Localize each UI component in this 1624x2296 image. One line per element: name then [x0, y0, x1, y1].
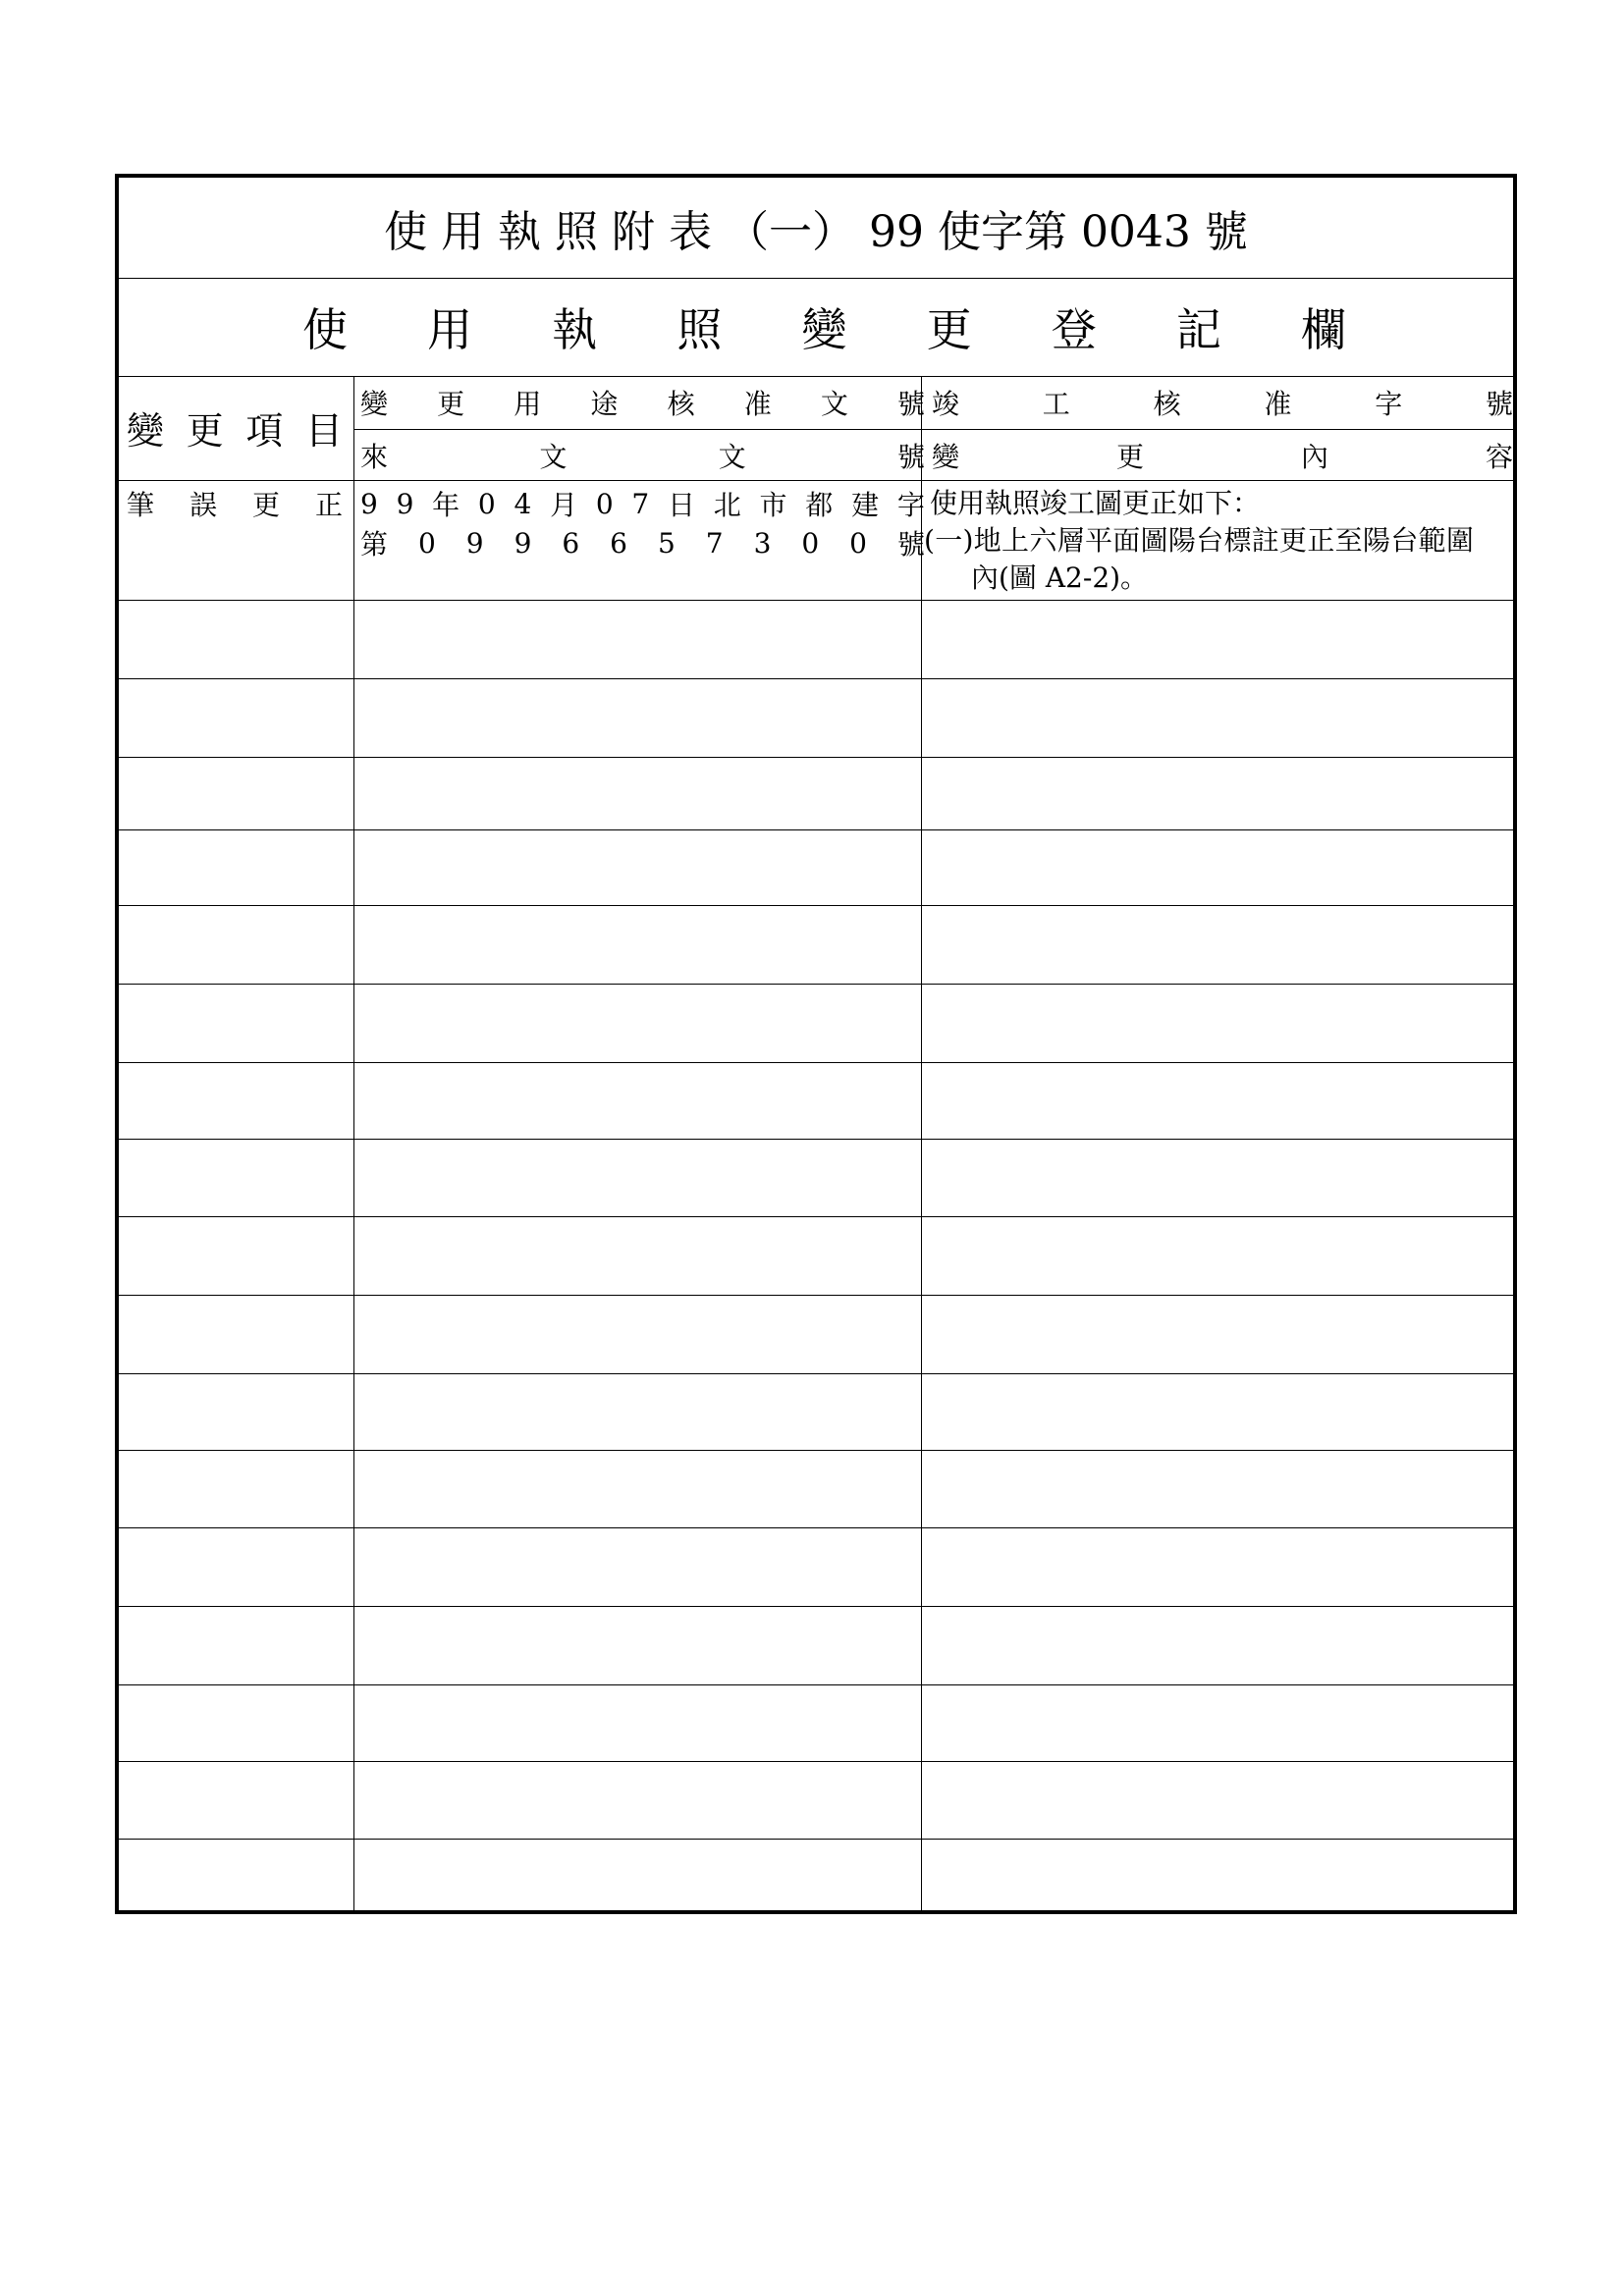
row-divider [119, 678, 1513, 679]
row-divider [119, 1373, 1513, 1374]
column-divider [353, 376, 354, 1914]
license-form-table [115, 174, 1517, 1914]
row-content-line2: (一)地上六層平面圖陽台標註更正至陽台範圍 [924, 524, 1475, 557]
form-title [119, 178, 1513, 277]
header-incoming-doc: 來 文 文 號 [360, 441, 925, 473]
row-divider [119, 1216, 1513, 1217]
row-divider [119, 757, 1513, 758]
row-divider [119, 1062, 1513, 1063]
header-approval-doc: 變 更 用 途 核 准 文 號 [360, 388, 925, 420]
row-divider [119, 1839, 1513, 1840]
row-divider [119, 1684, 1513, 1685]
form-title-text: 使 用 執 照 附 表 （一） 99 使字第 0043 號 [384, 206, 1248, 257]
row-divider [119, 1295, 1513, 1296]
divider [119, 600, 1513, 601]
row-divider [119, 984, 1513, 985]
row-divider [119, 905, 1513, 906]
divider [353, 429, 1513, 430]
row-doc-line1: 9 9 年 0 4 月 0 7 日 北 市 都 建 字 [360, 487, 925, 521]
header-completion-no: 竣 工 核 准 字 號 [932, 388, 1513, 420]
row-divider [119, 1527, 1513, 1528]
row-divider [119, 1139, 1513, 1140]
row-content-line3: 內(圖 A2-2)。 [971, 561, 1149, 594]
header-change-content: 變 更 內 容 [932, 441, 1513, 473]
divider [119, 480, 1513, 481]
row-divider [119, 1761, 1513, 1762]
column-divider [921, 376, 922, 1914]
section-banner: 使 用 執 照 變 更 登 記 欄 [302, 302, 1346, 356]
row-item: 筆 誤 更 正 [127, 489, 343, 521]
header-change-item: 變 更 項 目 [127, 409, 343, 453]
row-doc-line2: 第 0 9 9 6 6 5 7 3 0 0 號 [360, 526, 925, 561]
row-divider [119, 829, 1513, 830]
row-divider [119, 1450, 1513, 1451]
row-content-line1: 使用執照竣工圖更正如下： [930, 487, 1261, 519]
row-divider [119, 1606, 1513, 1607]
